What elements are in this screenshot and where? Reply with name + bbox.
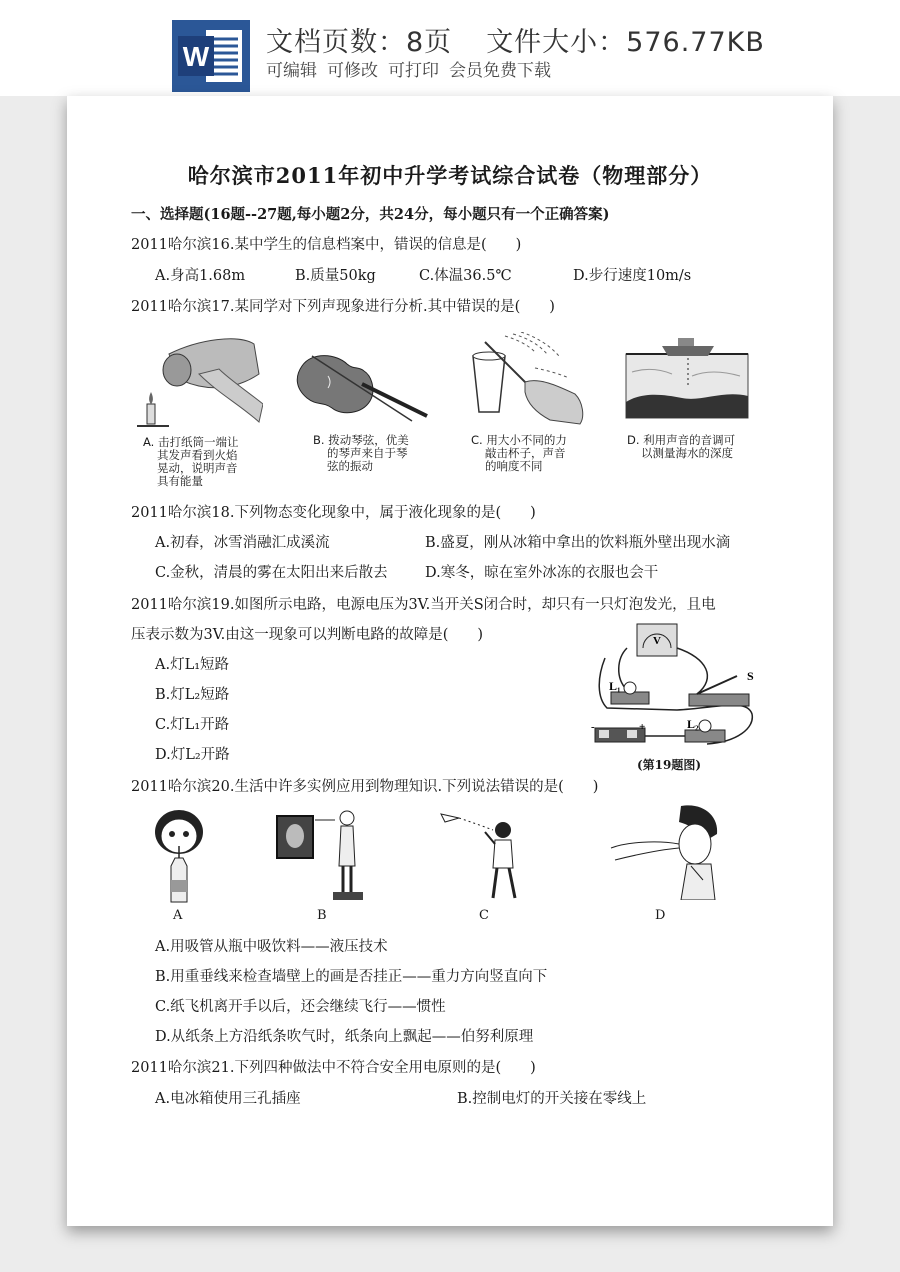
option-a: A.身高1.68m xyxy=(155,268,246,284)
question-19-line1: 2011哈尔滨19.如图所示电路，电源电压为3V.当开关S闭合时，却只有一只灯泡发光，且电 xyxy=(131,597,716,613)
file-size: 文件大小：576.77KB xyxy=(486,27,765,58)
caption-b: B. 拨动琴弦，优美 的琴声来自于琴 弦的振动 xyxy=(313,433,409,473)
minus-label: - xyxy=(591,721,595,733)
lamp1-label: L₁ xyxy=(609,679,621,693)
exam-title: 哈尔滨市2011年初中升学考试综合试卷（物理部分） xyxy=(187,163,713,188)
download-banner xyxy=(0,0,900,96)
circuit-figure xyxy=(587,618,767,758)
option-a: A.电冰箱使用三孔插座 xyxy=(155,1091,301,1107)
document-page xyxy=(67,96,833,1226)
option-a: A.初春，冰雪消融汇成溪流 xyxy=(155,535,330,551)
switch-label: S xyxy=(747,669,754,683)
question-18: 2011哈尔滨18.下列物态变化现象中，属于液化现象的是( ) xyxy=(131,505,536,521)
option-d: D.灯L₂开路 xyxy=(155,747,230,763)
question-20: 2011哈尔滨20.生活中许多实例应用到物理知识.下列说法错误的是( ) xyxy=(131,779,599,795)
feature-item: 可编辑 xyxy=(266,61,317,81)
option-a: A.用吸管从瓶中吸饮料——液压技术 xyxy=(155,939,388,955)
tube-candle-figure xyxy=(129,334,263,434)
option-c: C.纸飞机离开手以后，还会继续飞行——惯性 xyxy=(155,999,446,1015)
question-19-line2: 压表示数为3V.由这一现象可以判断电路的故障是( ) xyxy=(131,627,484,643)
feature-item: 会员免费下载 xyxy=(449,61,551,81)
section-heading: 一、选择题(16题--27题,每小题2分，共24分，每小题只有一个正确答案) xyxy=(131,206,610,223)
option-d: D.寒冬，晾在室外冰冻的衣服也会干 xyxy=(425,565,659,581)
feature-item: 可打印 xyxy=(388,61,439,81)
voltmeter-label: V xyxy=(653,635,661,647)
option-c: C.体温36.5℃ xyxy=(419,268,512,284)
svg-text:W: W xyxy=(182,41,210,72)
question-16: 2011哈尔滨16.某中学生的信息档案中，错误的信息是( ) xyxy=(131,237,522,253)
feature-item: 可修改 xyxy=(327,61,378,81)
option-c: C.灯L₁开路 xyxy=(155,717,230,733)
lamp2-label: L₂ xyxy=(687,717,699,731)
figure-label-b: B xyxy=(317,908,327,923)
plus-label: + xyxy=(639,721,646,733)
question-21: 2011哈尔滨21.下列四种做法中不符合安全用电原则的是( ) xyxy=(131,1060,536,1076)
page-count: 文档页数：8页 xyxy=(266,27,453,58)
option-a: A.灯L₁短路 xyxy=(155,657,230,673)
caption-d: D. 利用声音的音调可 以测量海水的深度 xyxy=(627,433,736,460)
figure-label-d: D xyxy=(655,908,666,923)
option-b: B.灯L₂短路 xyxy=(155,687,230,703)
figure-label-a: A xyxy=(173,908,183,923)
girl-straw-figure xyxy=(149,806,209,906)
option-b: B.盛夏，刚从冰箱中拿出的饮料瓶外壁出现水滴 xyxy=(425,535,731,551)
cup-figure xyxy=(465,332,595,432)
caption-c: C. 用大小不同的力 敲击杯子，声音 的响度不同 xyxy=(471,433,567,473)
option-b: B.控制电灯的开关接在零线上 xyxy=(457,1091,647,1107)
violin-figure xyxy=(292,346,432,426)
option-b: B.用重垂线来检查墙壁上的画是否挂正——重力方向竖直向下 xyxy=(155,969,548,985)
option-d: D.步行速度10m/s xyxy=(573,268,692,284)
option-d: D.从纸条上方沿纸条吹气时，纸条向上飘起——伯努利原理 xyxy=(155,1029,534,1045)
option-c: C.金秋，清晨的雾在太阳出来后散去 xyxy=(155,565,388,581)
word-document-icon xyxy=(172,20,250,92)
sea-depth-figure xyxy=(622,332,752,422)
question-17: 2011哈尔滨17.某同学对下列声现象进行分析.其中错误的是( ) xyxy=(131,299,555,315)
caption-a: A. 击打纸筒一端让 其发声看到火焰 晃动，说明声音 具有能量 xyxy=(143,435,239,488)
figure-label-c: C xyxy=(479,908,489,923)
figure-caption: (第19题图) xyxy=(637,758,702,772)
option-b: B.质量50kg xyxy=(295,268,376,284)
blowing-paper-figure xyxy=(607,800,727,900)
feature-list xyxy=(266,56,561,81)
paper-plane-figure xyxy=(437,806,547,906)
plumb-line-figure xyxy=(275,806,365,906)
file-stats xyxy=(266,20,799,59)
